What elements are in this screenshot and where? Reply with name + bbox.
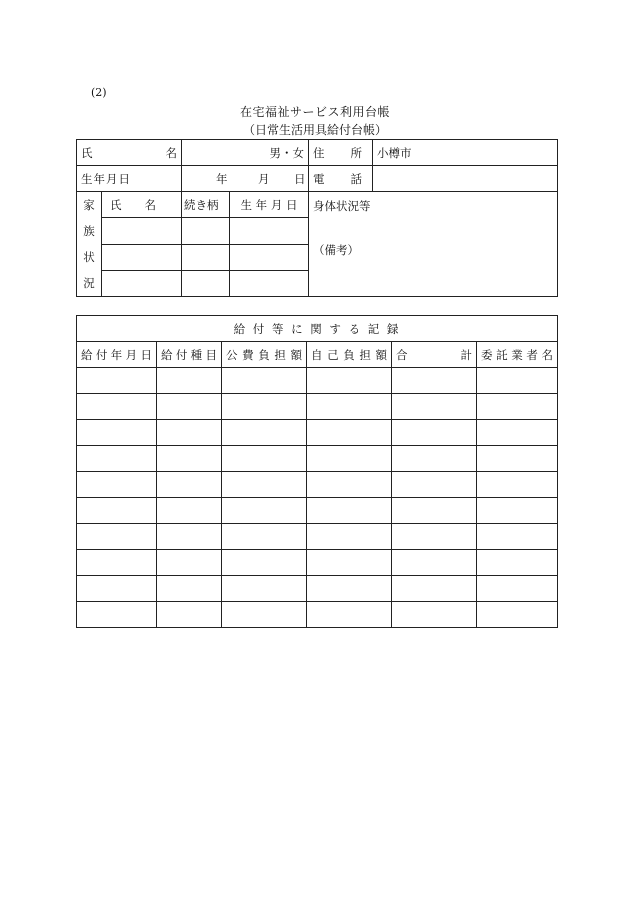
record-row: [77, 446, 558, 472]
address-label: 住 所: [309, 140, 373, 166]
self-burden-cell[interactable]: [307, 524, 392, 550]
document-title: 在宅福祉サービス利用台帳: [239, 105, 390, 119]
contractor-cell[interactable]: [477, 368, 558, 394]
self-burden-cell[interactable]: [307, 394, 392, 420]
records-table: [76, 315, 558, 628]
dob-field[interactable]: [182, 166, 309, 192]
remarks-label: （備考）: [313, 243, 359, 257]
dob-year-unit: 年: [216, 171, 228, 186]
public-burden-cell[interactable]: [222, 472, 307, 498]
total-cell[interactable]: [392, 524, 477, 550]
benefit-type-cell[interactable]: [157, 524, 222, 550]
benefit-date-cell[interactable]: [77, 576, 157, 602]
record-row: [77, 576, 558, 602]
public-burden-cell[interactable]: [222, 394, 307, 420]
phone-field[interactable]: [373, 166, 558, 192]
family-relation-cell[interactable]: [182, 218, 230, 244]
public-burden-cell[interactable]: [222, 446, 307, 472]
family-relation-cell[interactable]: [182, 244, 230, 270]
record-row: [77, 472, 558, 498]
self-burden-cell[interactable]: [307, 446, 392, 472]
family-name-cell[interactable]: [102, 218, 182, 244]
benefit-type-cell[interactable]: [157, 420, 222, 446]
body-status-remarks-field[interactable]: [309, 192, 558, 297]
total-cell[interactable]: [392, 420, 477, 446]
address-field[interactable]: [373, 140, 558, 166]
benefit-type-cell[interactable]: [157, 602, 222, 628]
self-burden-cell[interactable]: [307, 576, 392, 602]
benefit-date-cell[interactable]: [77, 368, 157, 394]
record-row: [77, 524, 558, 550]
col-public-burden: 公費負担額: [222, 342, 307, 368]
gender-field[interactable]: [182, 140, 309, 166]
family-name-header: 氏 名: [102, 192, 182, 218]
dob-label: 生年月日: [77, 166, 182, 192]
family-relation-header: 続き柄: [182, 192, 230, 218]
records-section-title: 給 付 等 に 関 す る 記 録: [77, 316, 558, 342]
family-relation-cell[interactable]: [182, 270, 230, 296]
dob-day-unit: 日: [294, 171, 306, 186]
body-status-label: 身体状況等: [313, 199, 371, 213]
benefit-type-cell[interactable]: [157, 498, 222, 524]
benefit-type-cell[interactable]: [157, 576, 222, 602]
total-cell[interactable]: [392, 446, 477, 472]
total-cell[interactable]: [392, 576, 477, 602]
contractor-cell[interactable]: [477, 420, 558, 446]
family-dob-cell[interactable]: [230, 244, 309, 270]
benefit-date-cell[interactable]: [77, 498, 157, 524]
contractor-cell[interactable]: [477, 446, 558, 472]
total-cell[interactable]: [392, 602, 477, 628]
benefit-type-cell[interactable]: [157, 368, 222, 394]
contractor-cell[interactable]: [477, 602, 558, 628]
public-burden-cell[interactable]: [222, 368, 307, 394]
record-row: [77, 498, 558, 524]
contractor-cell[interactable]: [477, 498, 558, 524]
name-label: 氏 名: [77, 140, 182, 166]
benefit-type-cell[interactable]: [157, 472, 222, 498]
benefit-type-cell[interactable]: [157, 446, 222, 472]
col-total: 合 計: [392, 342, 477, 368]
family-status-label: 家 族 状 況: [77, 192, 102, 297]
public-burden-cell[interactable]: [222, 602, 307, 628]
contractor-cell[interactable]: [477, 472, 558, 498]
col-benefit-date: 給付年月日: [77, 342, 157, 368]
document-subtitle: （日常生活用具給付台帳）: [242, 123, 387, 137]
contractor-cell[interactable]: [477, 524, 558, 550]
total-cell[interactable]: [392, 394, 477, 420]
record-row: [77, 550, 558, 576]
total-cell[interactable]: [392, 368, 477, 394]
family-dob-cell[interactable]: [230, 270, 309, 296]
family-name-cell[interactable]: [102, 270, 182, 296]
self-burden-cell[interactable]: [307, 472, 392, 498]
self-burden-cell[interactable]: [307, 602, 392, 628]
benefit-type-cell[interactable]: [157, 550, 222, 576]
dob-month-unit: 月: [258, 171, 270, 186]
record-row: [77, 394, 558, 420]
public-burden-cell[interactable]: [222, 550, 307, 576]
benefit-date-cell[interactable]: [77, 446, 157, 472]
family-dob-cell[interactable]: [230, 218, 309, 244]
gender-options: 男・女: [269, 145, 304, 160]
benefit-date-cell[interactable]: [77, 550, 157, 576]
contractor-cell[interactable]: [477, 550, 558, 576]
self-burden-cell[interactable]: [307, 498, 392, 524]
page-number: (2): [91, 86, 107, 99]
benefit-date-cell[interactable]: [77, 602, 157, 628]
total-cell[interactable]: [392, 498, 477, 524]
public-burden-cell[interactable]: [222, 524, 307, 550]
contractor-cell[interactable]: [477, 576, 558, 602]
address-value: 小樽市: [377, 145, 412, 160]
self-burden-cell[interactable]: [307, 368, 392, 394]
benefit-date-cell[interactable]: [77, 394, 157, 420]
benefit-date-cell[interactable]: [77, 420, 157, 446]
public-burden-cell[interactable]: [222, 576, 307, 602]
self-burden-cell[interactable]: [307, 420, 392, 446]
public-burden-cell[interactable]: [222, 498, 307, 524]
col-contractor-name: 委託業者名: [477, 342, 558, 368]
record-row: [77, 420, 558, 446]
self-burden-cell[interactable]: [307, 550, 392, 576]
total-cell[interactable]: [392, 550, 477, 576]
benefit-type-cell[interactable]: [157, 394, 222, 420]
record-row: [77, 602, 558, 628]
family-dob-header: 生 年 月 日: [230, 192, 309, 218]
family-name-cell[interactable]: [102, 244, 182, 270]
phone-label: 電 話: [309, 166, 373, 192]
benefit-date-cell[interactable]: [77, 472, 157, 498]
contractor-cell[interactable]: [477, 394, 558, 420]
personal-info-table: [76, 139, 558, 297]
public-burden-cell[interactable]: [222, 420, 307, 446]
record-row: [77, 368, 558, 394]
col-self-burden: 自己負担額: [307, 342, 392, 368]
benefit-date-cell[interactable]: [77, 524, 157, 550]
col-benefit-type: 給付種目: [157, 342, 222, 368]
total-cell[interactable]: [392, 472, 477, 498]
